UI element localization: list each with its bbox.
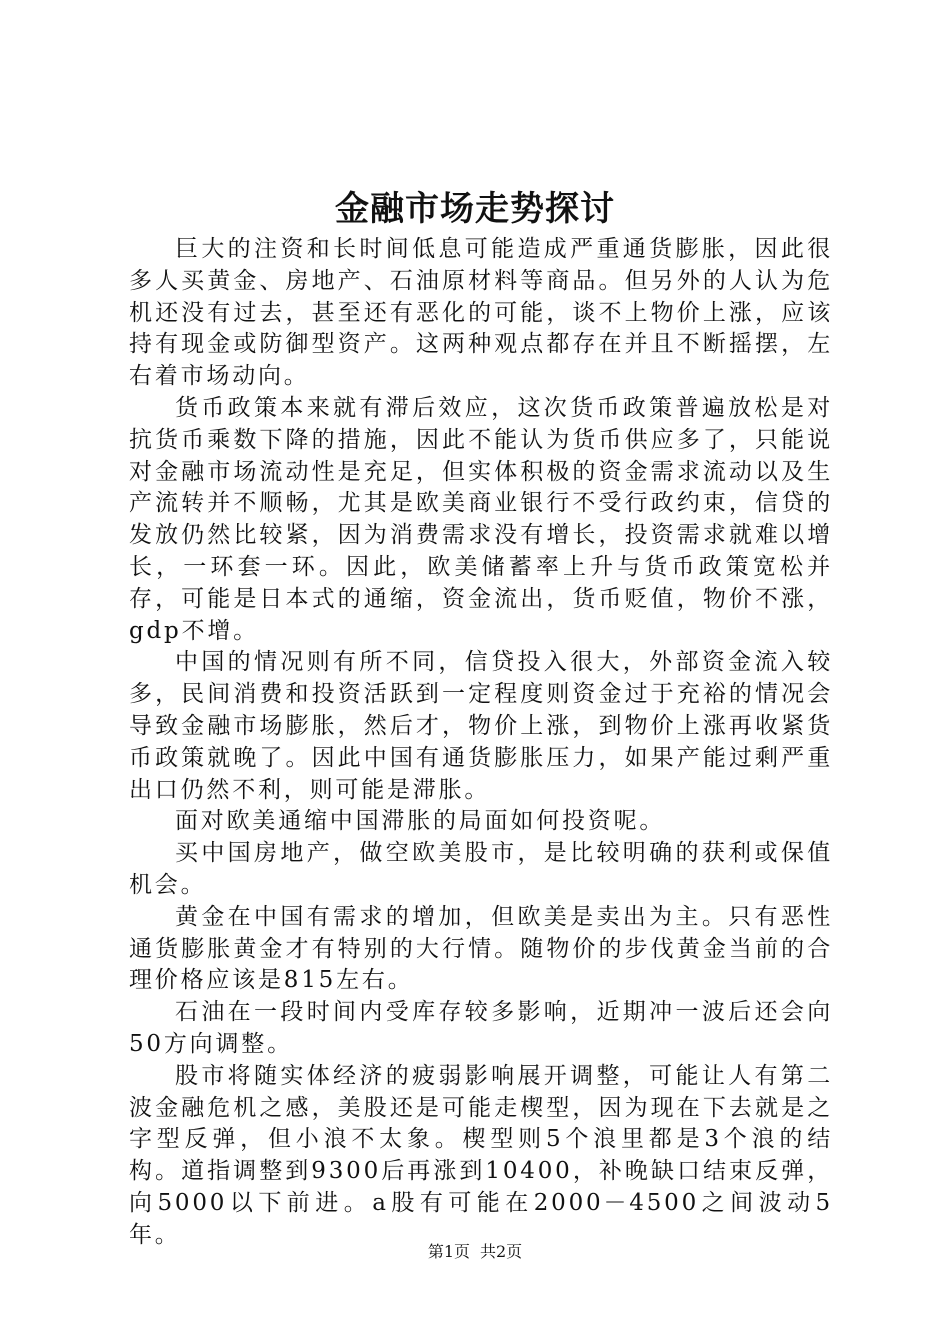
paragraph: 买中国房地产，做空欧美股市，是比较明确的获利或保值机会。 — [129, 840, 833, 898]
paragraph: 货币政策本来就有滞后效应，这次货币政策普遍放松是对抗货币乘数下降的措施，因此不能认为货币供应多了，只能说对金融市场流动性是充足，但实体积极的资金需求流动以及生产流转并不顺畅，尤其是欧美商业银行不受行政约束，信贷的发放仍然比较紧，因为消费需求没有增长，投资需求就难以增长，一环套一环。因此，欧美储蓄率上升与货币政策宽松并存，可能是日本式的通缩，资金流出，货币贬值，物价不涨，gdp不增。 — [129, 394, 833, 644]
document-body — [129, 234, 833, 1252]
paragraph: 股市将随实体经济的疲弱影响展开调整，可能让人有第二波金融危机之感，美股还是可能走楔型，因为现在下去就是之字型反弹，但小浪不太象。楔型则5个浪里都是3个浪的结构。道指调整到9300后再涨到10400，补晚缺口结束反弹，向5000以下前进。a股有可能在2000－4500之间波动5年。 — [129, 1062, 833, 1248]
page-number-current: 第1页 — [427, 1242, 470, 1261]
paragraph: 石油在一段时间内受库存较多影响，近期冲一波后还会向50方向调整。 — [129, 999, 833, 1057]
document-title: 金融市场走势探讨 — [335, 189, 615, 229]
paragraph: 面对欧美通缩中国滞胀的局面如何投资呢。 — [175, 808, 666, 835]
paragraph: 中国的情况则有所不同，信贷投入很大，外部资金流入较多，民间消费和投资活跃到一定程度则资金过于充裕的情况会导致金融市场膨胀，然后才，物价上涨，到物价上涨再收紧货币政策就晚了。因此中国有通货膨胀压力，如果产能过剩严重出口仍然不利，则可能是滞胀。 — [129, 649, 833, 803]
page-number-total: 共2页 — [480, 1242, 523, 1261]
paragraph: 巨大的注资和长时间低息可能造成严重通货膨胀，因此很多人买黄金、房地产、石油原材料等商品。但另外的人认为危机还没有过去，甚至还有恶化的可能，谈不上物价上涨，应该持有现金或防御型资产。这两种观点都存在并且不断摇摆，左右着市场动向。 — [129, 236, 833, 390]
paragraph: 黄金在中国有需求的增加，但欧美是卖出为主。只有恶性通货膨胀黄金才有特别的大行情。随物价的步伐黄金当前的合理价格应该是815左右。 — [129, 903, 833, 994]
page-footer — [0, 1240, 950, 1264]
